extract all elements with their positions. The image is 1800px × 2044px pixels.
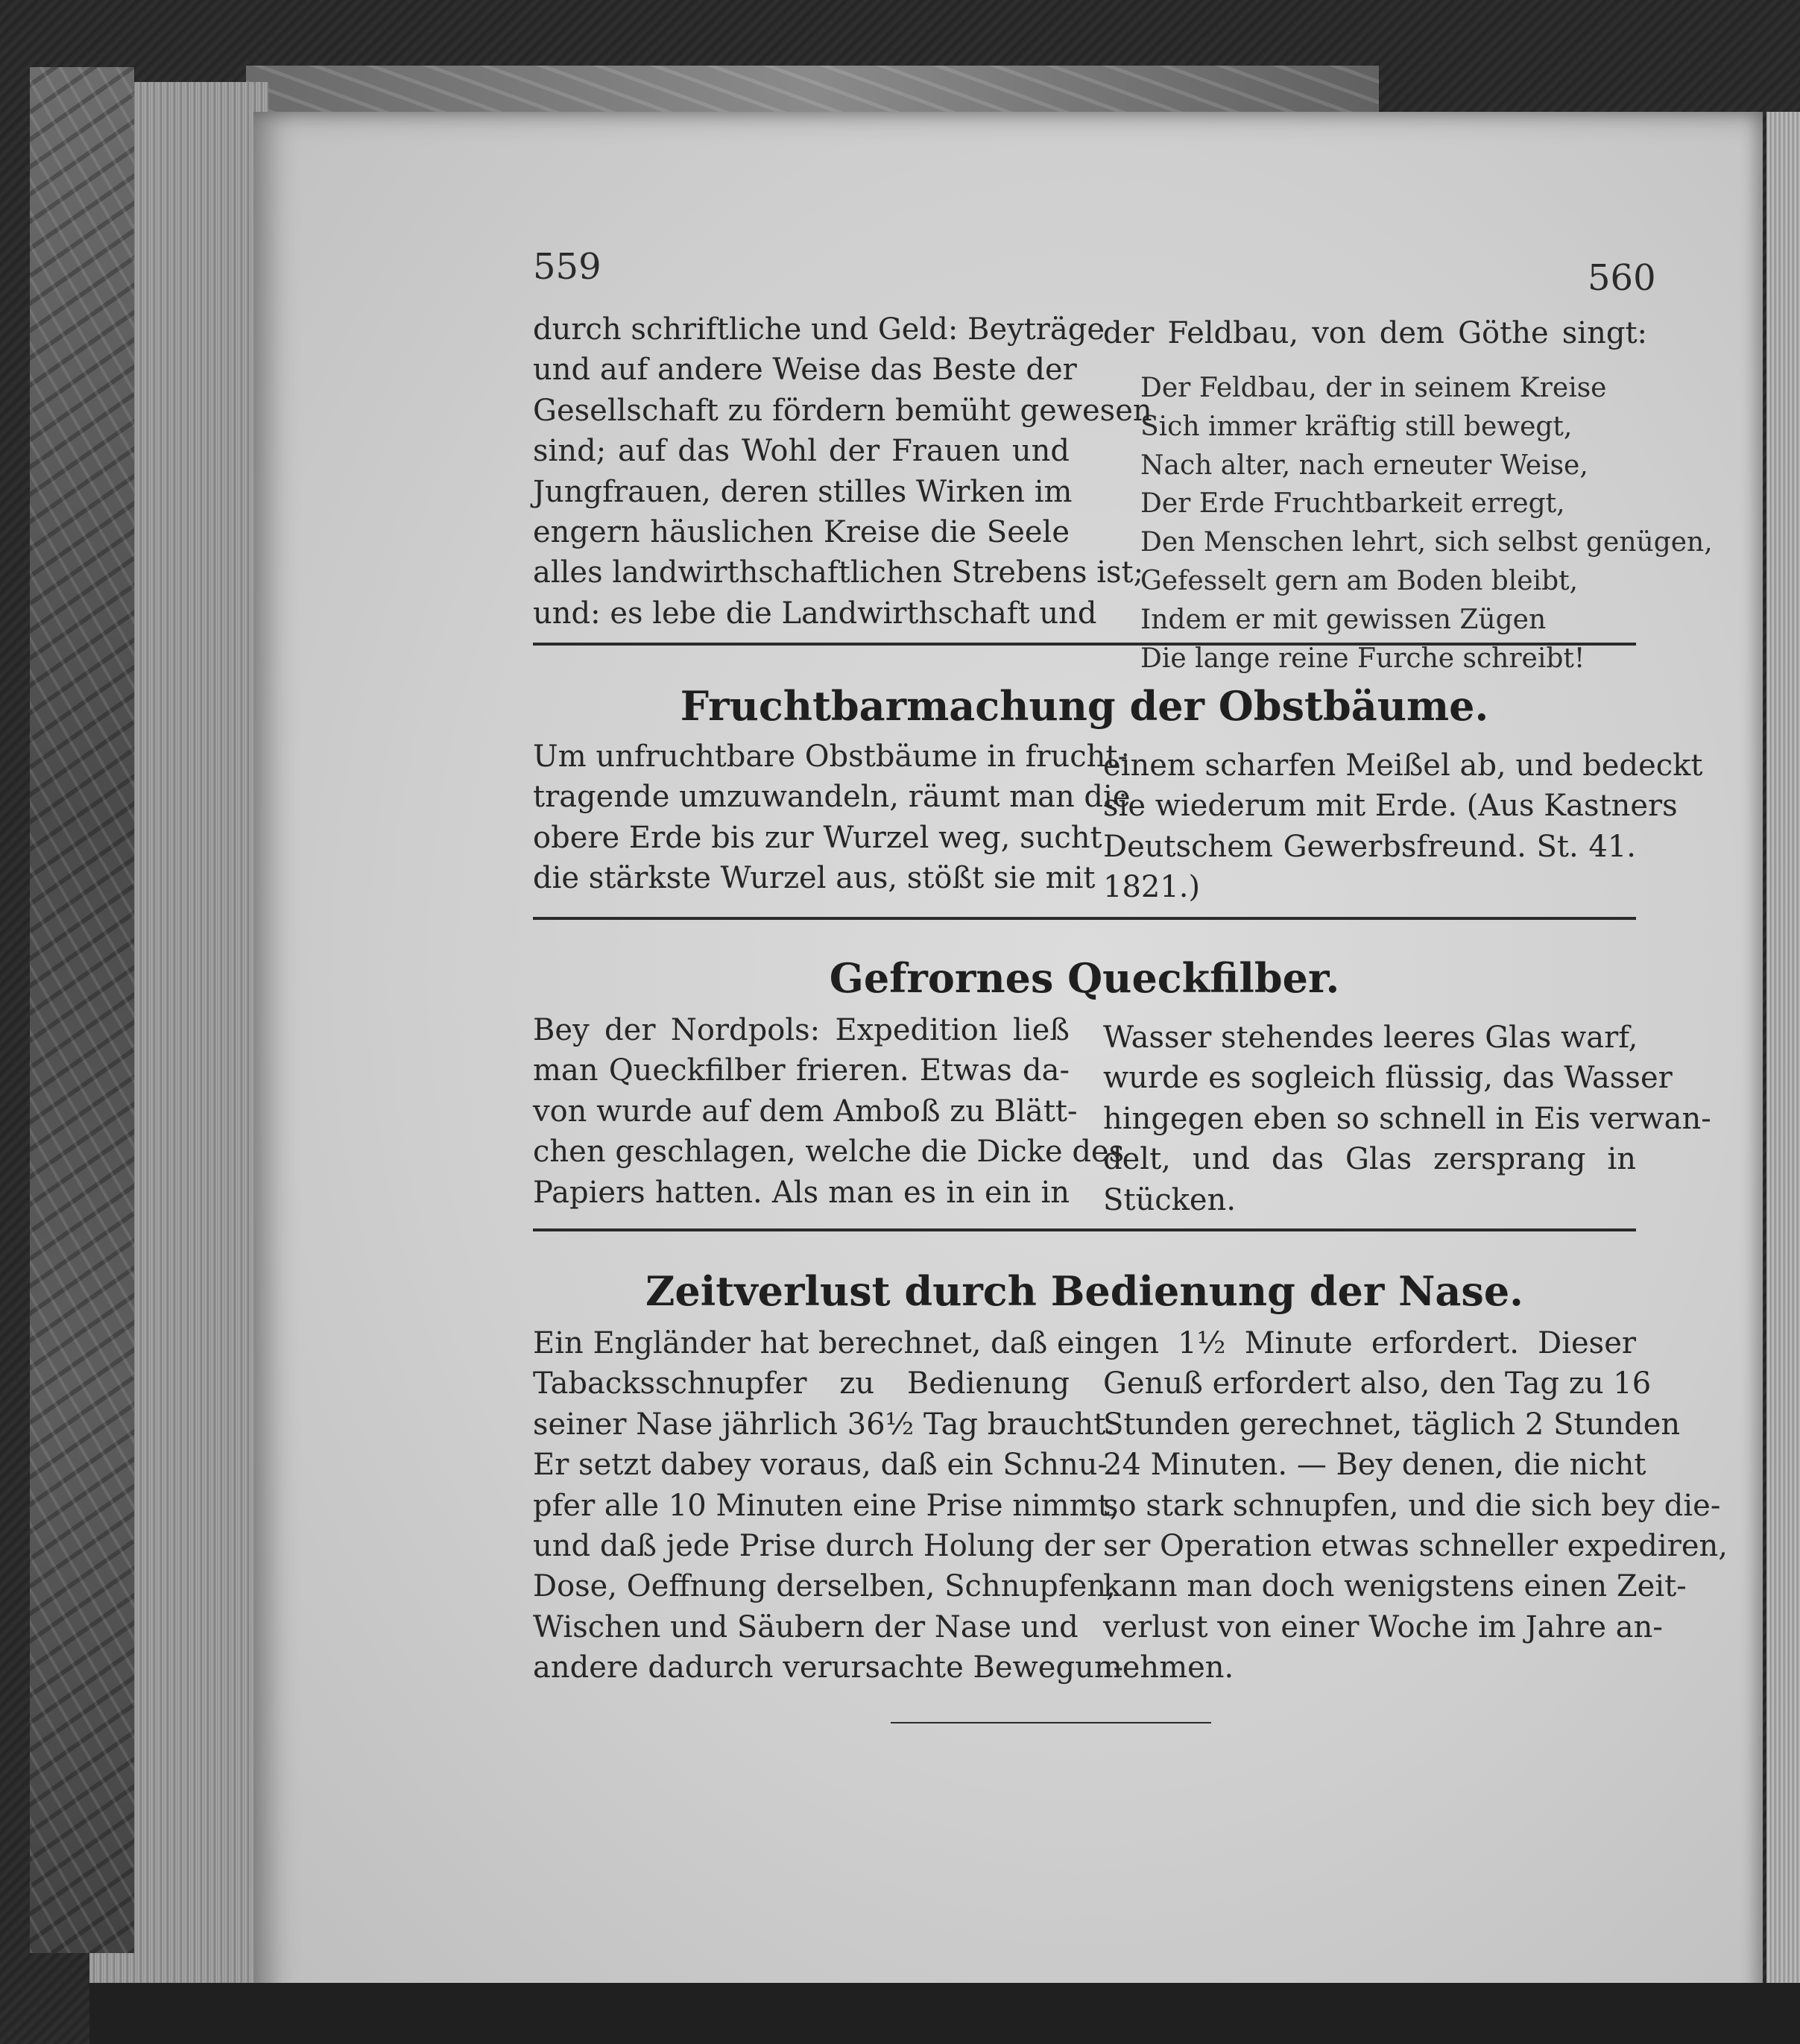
section-heading-zeitverlust: Zeitverlust durch Bedienung der Nase.	[645, 1267, 1523, 1315]
text-line: sind; auf das Wohl der Frauen und	[533, 434, 1070, 469]
poem-line: Der Feldbau, der in seinem Kreise	[1140, 373, 1607, 403]
text-line: pfer alle 10 Minuten eine Prise nimmt,	[533, 1488, 1120, 1523]
text-line: alles landwirthschaftlichen Strebens ist;	[533, 555, 1144, 590]
text-line: Bey der Nordpols: Expedition ließ	[533, 1013, 1070, 1047]
end-rule	[891, 1722, 1211, 1723]
text-line: Tabacksschnupfer zu Bedienung	[533, 1366, 1070, 1401]
section1-right-column	[1103, 745, 1703, 908]
text-line: sie wiederum mit Erde. (Aus Kastners	[1103, 789, 1678, 824]
section3-right-column	[1103, 1323, 1728, 1688]
poem-line: Gefesselt gern am Boden bleibt,	[1140, 566, 1579, 597]
text-line: ser Operation etwas schneller expediren,	[1103, 1528, 1728, 1563]
text-line: nehmen.	[1103, 1650, 1234, 1685]
page-number-right: 560	[1588, 257, 1656, 299]
text-line: Wischen und Säubern der Nase und	[533, 1609, 1079, 1644]
text-line: gen 1½ Minute erfordert. Dieser	[1103, 1326, 1636, 1360]
poem-line: Der Erde Fruchtbarkeit erregt,	[1140, 488, 1565, 520]
text-line: tragende umzuwandeln, räumt man die	[533, 780, 1131, 815]
text-line: andere dadurch verursachte Bewegun-	[533, 1650, 1124, 1685]
text-line: und auf andere Weise das Beste der	[533, 353, 1077, 388]
poem-line: Den Menschen lehrt, sich selbst genügen,	[1140, 527, 1713, 558]
poem	[1140, 369, 1713, 678]
text-line: delt, und das Glas zersprang in	[1103, 1142, 1636, 1177]
text-line: und: es lebe die Landwirthschaft und	[533, 596, 1097, 631]
bottom-cover-edge	[89, 1983, 1800, 2044]
text-line: verlust von einer Woche im Jahre an-	[1103, 1609, 1663, 1644]
section-divider	[533, 1228, 1636, 1231]
facing-page-edge	[1766, 112, 1800, 2020]
text-line: und daß jede Prise durch Holung der	[533, 1528, 1095, 1563]
text-line: Dose, Oeffnung derselben, Schnupfen,	[533, 1569, 1116, 1604]
text-line: Stunden gerechnet, täglich 2 Stunden	[1103, 1407, 1681, 1442]
section-divider	[533, 643, 1636, 646]
section1-left-column	[533, 736, 1131, 899]
text-line: so stark schnupfen, und die sich bey die-	[1103, 1488, 1721, 1523]
intro-right-column	[1103, 313, 1647, 353]
marbled-cover-left	[30, 67, 134, 1953]
text-line: Papiers hatten. Als man es in ein in	[533, 1175, 1070, 1210]
text-line: 1821.)	[1103, 870, 1201, 905]
text-line: die stärkste Wurzel aus, stößt sie mit	[533, 861, 1096, 896]
poem-line: Sich immer kräftig still bewegt,	[1140, 411, 1573, 442]
text-line: Er setzt dabey voraus, daß ein Schnu-	[533, 1448, 1108, 1483]
text-line: kann man doch wenigstens einen Zeit-	[1103, 1569, 1687, 1604]
text-line: durch schriftliche und Geld: Beyträge	[533, 312, 1105, 347]
page-number-left: 559	[533, 246, 601, 288]
section3-left-column	[533, 1323, 1124, 1688]
text-line: seiner Nase jährlich 36½ Tag braucht.	[533, 1407, 1116, 1442]
poem-line: Nach alter, nach erneuter Weise,	[1140, 450, 1588, 481]
text-line: von wurde auf dem Amboß zu Blätt-	[533, 1094, 1078, 1129]
text-line: Ein Engländer hat berechnet, daß ein	[533, 1326, 1104, 1360]
poem-line: Indem er mit gewissen Zügen	[1140, 604, 1547, 635]
text-line: engern häuslichen Kreise die Seele	[533, 514, 1070, 549]
text-line: Gesellschaft zu fördern bemüht gewesen	[533, 393, 1152, 428]
section-heading-gefrornes: Gefrornes Queckfilber.	[829, 954, 1340, 1002]
poem-line: Die lange reine Furche schreibt!	[1140, 643, 1585, 674]
section2-left-column	[533, 1010, 1125, 1213]
text-line: 24 Minuten. — Bey denen, die nicht	[1103, 1448, 1646, 1483]
text-line: hingegen eben so schnell in Eis verwan-	[1103, 1101, 1711, 1136]
text-line: Deutschem Gewerbsfreund. St. 41.	[1103, 829, 1636, 864]
intro-left-column	[533, 309, 1152, 634]
text-line: wurde es sogleich flüssig, das Wasser	[1103, 1061, 1673, 1096]
text-line: Wasser stehendes leeres Glas warf,	[1103, 1021, 1638, 1055]
poem-intro: der Feldbau, von dem Göthe singt:	[1103, 316, 1647, 350]
text-line: Jungfrauen, deren stilles Wirken im	[533, 474, 1073, 509]
section-divider	[533, 917, 1636, 920]
section2-right-column	[1103, 1018, 1711, 1220]
text-line: man Queckfilber frieren. Etwas da-	[533, 1053, 1070, 1088]
text-line: Um unfruchtbare Obstbäume in frucht-	[533, 739, 1128, 774]
text-line: obere Erde bis zur Wurzel weg, sucht	[533, 820, 1102, 855]
text-line: chen geschlagen, welche die Dicke des	[533, 1135, 1125, 1170]
section-heading-fruchtbarmachung: Fruchtbarmachung der Obstbäume.	[680, 682, 1489, 730]
text-line: Stücken.	[1103, 1182, 1237, 1217]
text-line: Genuß erfordert also, den Tag zu 16	[1103, 1366, 1652, 1401]
text-line: einem scharfen Meißel ab, und bedeckt	[1103, 748, 1703, 783]
